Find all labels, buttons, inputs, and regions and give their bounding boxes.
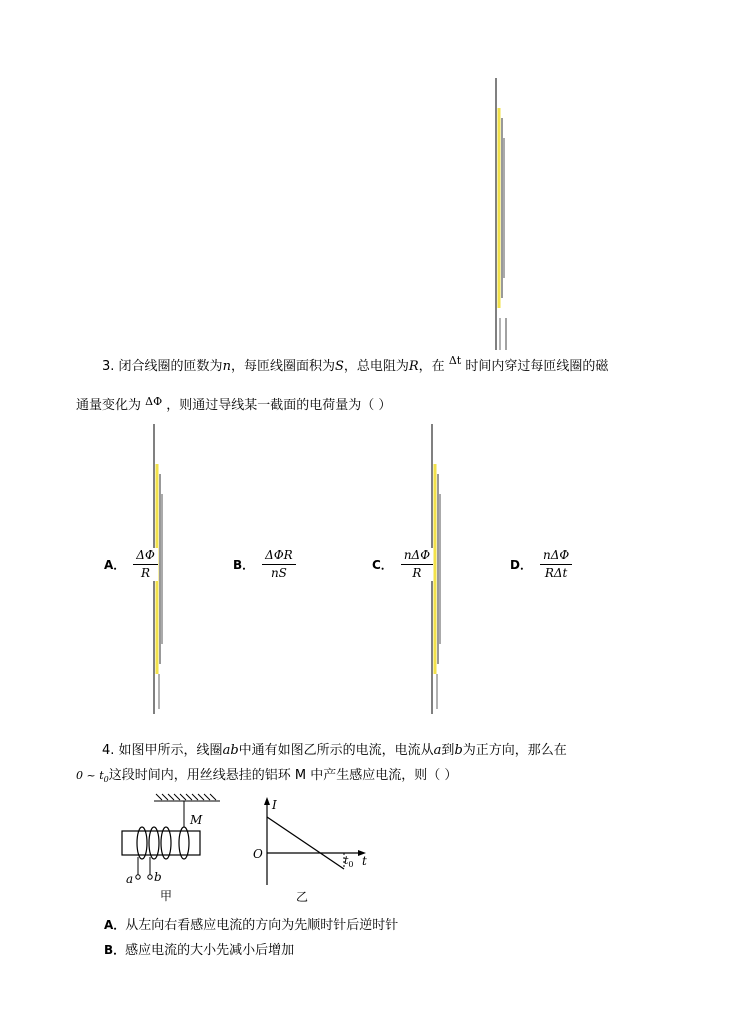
q3-line2 (76, 393, 391, 415)
q4-range-text: 0 ~ t (76, 769, 104, 782)
label-a: a (126, 872, 134, 886)
label-b: b (154, 870, 162, 884)
label-i: I (272, 798, 277, 812)
q4-number: 4. (102, 743, 115, 758)
q3-text: ，则通过导线某一截面的电荷量为（ ） (166, 398, 392, 413)
option-label: C． (372, 558, 393, 572)
q3-option-b[interactable] (233, 548, 296, 581)
q4-range-sub: 0 (103, 775, 109, 785)
q3-text: ，在 (418, 359, 445, 374)
current-line (267, 817, 344, 869)
scan-artifact-top (488, 78, 512, 350)
q3-option-a[interactable] (104, 548, 158, 581)
q4-option-a[interactable] (104, 916, 398, 935)
label-t: t (362, 854, 367, 868)
label-t0 (344, 854, 354, 869)
q4-text: 为正方向，那么在 (462, 743, 567, 758)
q4-range (76, 769, 109, 785)
fraction-denominator: nS (270, 566, 287, 580)
q3-delta-phi: ΔΦ (145, 395, 163, 408)
q3-text: ，每匝线圈面积为 (230, 359, 335, 374)
label-m: M (190, 813, 203, 827)
q4-var-b: b (454, 743, 463, 758)
q3-number: 3. (102, 359, 115, 374)
q4-var-a: a (433, 743, 442, 758)
q3-var-r: R (408, 359, 419, 374)
q3-option-c[interactable] (372, 548, 433, 581)
q3-var-s: S (334, 359, 344, 374)
fraction-denominator: RΔt (544, 566, 568, 580)
caption-jia: 甲 (160, 889, 173, 903)
q4-line2 (76, 767, 457, 789)
q3-text: ，总电阻为 (343, 359, 409, 374)
q4-text: 这段时间内，用丝线悬挂的铝环 M 中产生感应电流，则（ ） (108, 768, 458, 783)
fraction-numerator: nΔΦ (540, 548, 572, 565)
q3-text: 通量变化为 (76, 398, 142, 413)
option-text: 从左向右看感应电流的方向为先顺时针后逆时针 (125, 918, 399, 933)
option-label: B． (104, 943, 126, 957)
fraction (262, 548, 296, 581)
option-label: A． (104, 918, 126, 932)
ceiling-hatch (154, 794, 220, 801)
q3-var-n: n (222, 359, 231, 374)
q4-option-b[interactable] (104, 941, 294, 960)
label-t0-sub: 0 (348, 860, 354, 869)
fraction-numerator: ΔΦ (133, 548, 158, 565)
option-text: 感应电流的大小先减小后增加 (125, 943, 295, 958)
caption-yi: 乙 (296, 890, 309, 904)
label-t0-text: t (344, 854, 349, 867)
option-label: A． (104, 558, 126, 572)
fraction-numerator: ΔΦR (262, 548, 296, 565)
q3-line1 (102, 352, 608, 376)
fraction (133, 548, 158, 581)
i-axis-arrow (264, 797, 270, 805)
q3-option-d[interactable] (510, 548, 572, 581)
fraction-denominator: R (412, 566, 422, 580)
option-label: B． (233, 558, 255, 572)
q4-line1 (102, 742, 567, 760)
figure-yi (252, 797, 376, 907)
q4-var-ab: ab (222, 743, 239, 758)
fraction (401, 548, 433, 581)
q4-text: 到 (441, 743, 455, 758)
fraction (540, 548, 572, 581)
option-label: D． (510, 558, 532, 572)
q3-text: 时间内穿过每匝线圈的磁 (465, 359, 609, 374)
label-o: O (253, 847, 263, 861)
fraction-numerator: nΔΦ (401, 548, 433, 565)
q3-delta-t: Δt (448, 354, 462, 367)
q3-text: 闭合线圈的匝数为 (118, 359, 223, 374)
q4-text: 如图甲所示，线圈 (118, 743, 223, 758)
figure-jia (114, 793, 224, 905)
fraction-denominator: R (141, 566, 151, 580)
q4-text: 中通有如图乙所示的电流，电流从 (238, 743, 434, 758)
